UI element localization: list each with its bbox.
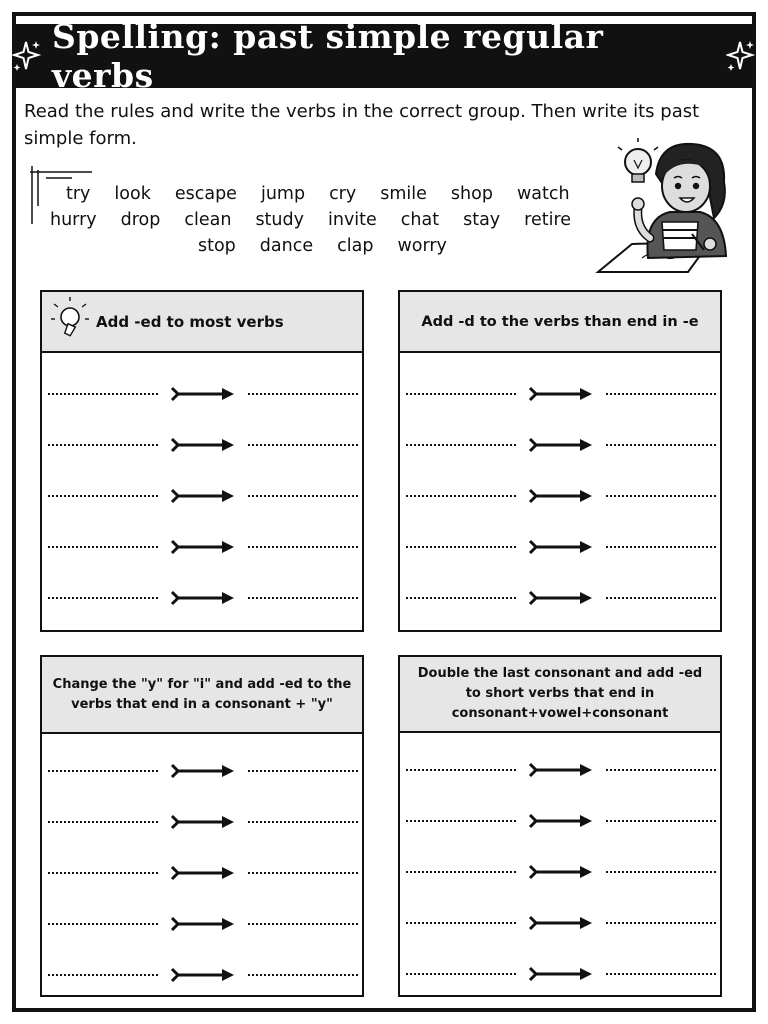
girl-writing-illustration — [592, 138, 742, 278]
answer-blank-past[interactable] — [606, 922, 716, 924]
arrow-right-icon — [528, 965, 594, 983]
answer-blank-past[interactable] — [606, 546, 716, 548]
answer-row — [400, 588, 720, 608]
sparkle-icon — [12, 39, 42, 73]
answer-row — [400, 435, 720, 455]
answer-row — [400, 384, 720, 404]
rule-box-double-consonant — [398, 655, 722, 997]
answer-blank-past[interactable] — [248, 546, 358, 548]
answer-blank-base[interactable] — [48, 495, 158, 497]
arrow-right-icon — [528, 487, 594, 505]
answer-blank-base[interactable] — [48, 821, 158, 823]
page-title: Spelling: past simple regular verbs — [52, 17, 604, 95]
word-item: drop — [120, 210, 161, 230]
answer-blank-past[interactable] — [606, 871, 716, 873]
answer-blank-base[interactable] — [406, 393, 516, 395]
answer-blank-past[interactable] — [606, 973, 716, 975]
word-item: retire — [524, 210, 572, 230]
word-item: look — [114, 184, 151, 204]
answer-blank-past[interactable] — [248, 872, 358, 874]
word-bank-row-1 — [66, 184, 570, 204]
rule-box-header — [42, 292, 362, 353]
arrow-right-icon — [528, 863, 594, 881]
rule-box-title: Double the last consonant and add -ed to short verbs that end in consonant+vowel+consonant — [417, 666, 703, 721]
answer-blank-past[interactable] — [248, 597, 358, 599]
rule-box-title: Add -d to the verbs than end in -e — [421, 313, 699, 330]
answer-row — [400, 811, 720, 831]
answer-blank-past[interactable] — [606, 495, 716, 497]
answer-blank-base[interactable] — [48, 923, 158, 925]
arrow-right-icon — [170, 864, 236, 882]
title-bar — [12, 17, 756, 95]
answer-row — [400, 964, 720, 984]
word-item: cry — [329, 184, 357, 204]
arrow-right-icon — [170, 589, 236, 607]
arrow-right-icon — [528, 538, 594, 556]
rule-box-title: Change the "y" for "i" and add -ed to the verbs that end in a consonant + "y" — [52, 676, 352, 712]
answer-blank-base[interactable] — [48, 872, 158, 874]
word-item: escape — [174, 184, 237, 204]
answer-row — [42, 486, 362, 506]
answer-blank-past[interactable] — [606, 393, 716, 395]
word-item: smile — [380, 184, 427, 204]
sparkle-icon — [726, 39, 756, 73]
answer-blank-past[interactable] — [248, 444, 358, 446]
arrow-right-icon — [170, 915, 236, 933]
arrow-right-icon — [170, 487, 236, 505]
arrow-right-icon — [170, 538, 236, 556]
answer-blank-past[interactable] — [606, 597, 716, 599]
answer-row — [42, 537, 362, 557]
word-item: try — [66, 184, 91, 204]
answer-blank-past[interactable] — [248, 770, 358, 772]
word-item: dance — [259, 236, 314, 256]
rule-box-add-d — [398, 290, 722, 632]
rule-box-y-to-i — [40, 655, 364, 997]
arrow-right-icon — [528, 914, 594, 932]
answer-blank-base[interactable] — [406, 922, 516, 924]
answer-blank-past[interactable] — [248, 821, 358, 823]
answer-row — [42, 965, 362, 985]
word-item: watch — [516, 184, 570, 204]
word-bank-row-2 — [50, 210, 571, 230]
answer-row — [42, 812, 362, 832]
answer-row — [400, 486, 720, 506]
answer-blank-past[interactable] — [248, 923, 358, 925]
arrow-right-icon — [170, 762, 236, 780]
rule-box-header — [400, 657, 720, 733]
arrow-right-icon — [528, 436, 594, 454]
answer-row — [42, 761, 362, 781]
word-item: shop — [450, 184, 493, 204]
answer-blank-base[interactable] — [48, 393, 158, 395]
answer-blank-base[interactable] — [406, 597, 516, 599]
answer-blank-base[interactable] — [406, 495, 516, 497]
answer-blank-base[interactable] — [406, 871, 516, 873]
lightbulb-icon — [50, 295, 90, 349]
word-item: stay — [463, 210, 501, 230]
answer-blank-past[interactable] — [606, 444, 716, 446]
arrow-right-icon — [528, 761, 594, 779]
answer-blank-base[interactable] — [48, 597, 158, 599]
answer-row — [42, 914, 362, 934]
answer-blank-base[interactable] — [406, 546, 516, 548]
answer-blank-base[interactable] — [406, 820, 516, 822]
answer-row — [400, 862, 720, 882]
rule-box-title: Add -ed to most verbs — [96, 312, 284, 331]
answer-row — [400, 537, 720, 557]
answer-blank-base[interactable] — [406, 973, 516, 975]
answer-blank-base[interactable] — [406, 769, 516, 771]
arrow-right-icon — [170, 385, 236, 403]
answer-row — [42, 863, 362, 883]
answer-blank-past[interactable] — [248, 974, 358, 976]
arrow-right-icon — [528, 589, 594, 607]
arrow-right-icon — [170, 966, 236, 984]
answer-blank-base[interactable] — [48, 770, 158, 772]
rule-box-add-ed — [40, 290, 364, 632]
answer-blank-past[interactable] — [606, 820, 716, 822]
answer-row — [42, 435, 362, 455]
answer-blank-past[interactable] — [606, 769, 716, 771]
answer-blank-base[interactable] — [48, 974, 158, 976]
word-item: stop — [198, 236, 236, 256]
rule-box-header — [42, 657, 362, 734]
word-item: chat — [400, 210, 440, 230]
answer-row — [42, 384, 362, 404]
answer-blank-past[interactable] — [248, 495, 358, 497]
word-item: study — [255, 210, 304, 230]
word-bank-row-3 — [198, 236, 447, 256]
answer-row — [42, 588, 362, 608]
answer-blank-base[interactable] — [48, 444, 158, 446]
arrow-right-icon — [170, 436, 236, 454]
arrow-right-icon — [528, 385, 594, 403]
answer-blank-base[interactable] — [406, 444, 516, 446]
answer-row — [400, 913, 720, 933]
word-item: hurry — [50, 210, 97, 230]
answer-row — [400, 760, 720, 780]
word-item: jump — [260, 184, 306, 204]
word-item: worry — [397, 236, 447, 256]
rule-box-header — [400, 292, 720, 353]
word-item: clap — [337, 236, 374, 256]
answer-blank-base[interactable] — [48, 546, 158, 548]
answer-blank-past[interactable] — [248, 393, 358, 395]
instructions-text: Read the rules and write the verbs in the correct group. Then write its past simple form. — [24, 101, 700, 149]
arrow-right-icon — [170, 813, 236, 831]
arrow-right-icon — [528, 812, 594, 830]
word-item: invite — [327, 210, 377, 230]
word-item: clean — [184, 210, 232, 230]
